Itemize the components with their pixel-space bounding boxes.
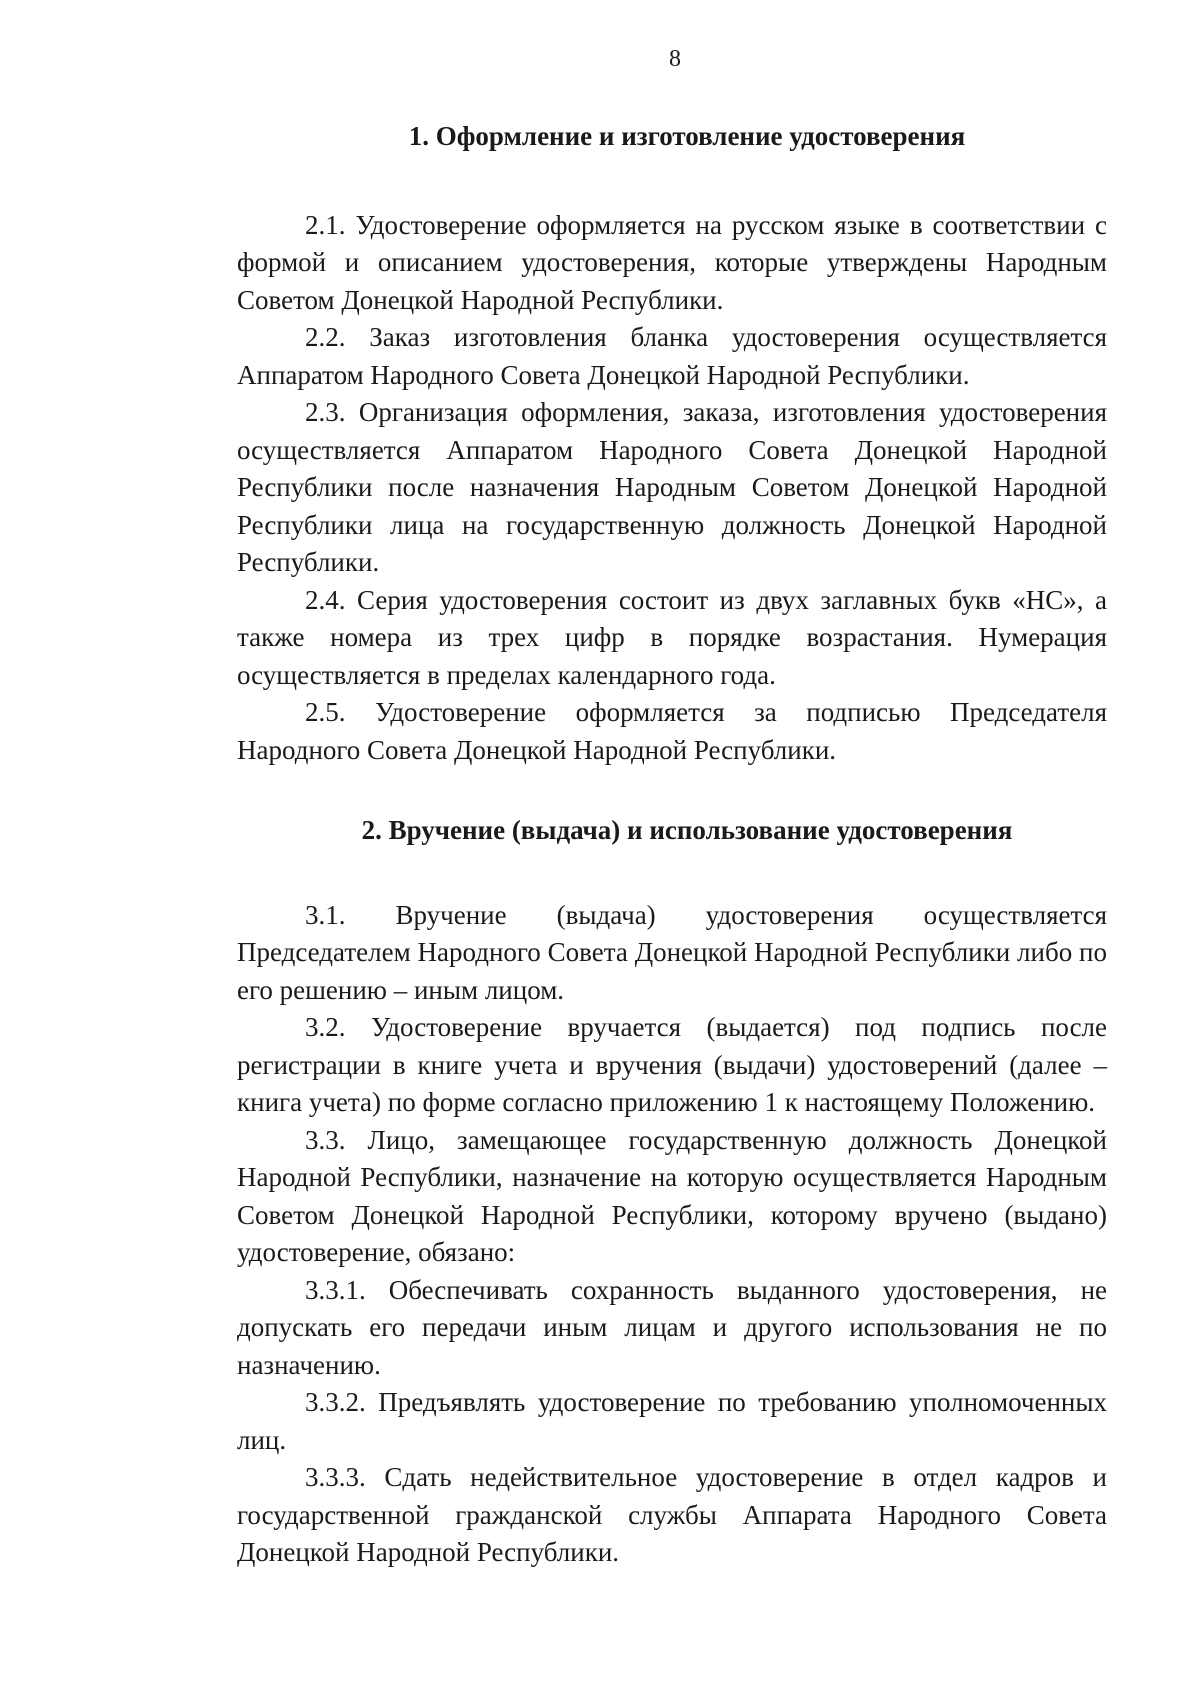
section-1-heading: 1. Оформление и изготовление удостоверения [408, 121, 966, 151]
paragraph-3-3-3: 3.3.3. Сдать недействительное удостоверение в отдел кадров и государственной гражданской службы Аппарата Народного Совета Донецкой Народной Республики. [237, 1462, 1107, 1567]
paragraph-2-4: 2.4. Серия удостоверения состоит из двух заглавных букв «НС», а также номера из трех цифр в порядке возрастания. Нумерация осуществляется в пределах календарного года. [237, 584, 1108, 690]
paragraph-2-5: 2.5. Удостоверение оформляется за подписью Председателя Народного Совета Донецкой Народной Республики. [237, 697, 1108, 765]
document-body [237, 118, 1107, 1572]
section-2-heading: 2. Вручение (выдача) и использование удостоверения [361, 815, 1013, 845]
paragraph-3-3-1: 3.3.1. Обеспечивать сохранность выданного удостоверения, не допускать его передачи иным лицам и другого использования не по назначению. [237, 1274, 1107, 1380]
paragraph-3-3-2: 3.3.2. Предъявлять удостоверение по требованию уполномоченных лиц. [237, 1387, 1107, 1455]
paragraph-2-3: 2.3. Организация оформления, заказа, изготовления удостоверения осуществляется Аппаратом Народного Совета Донецкой Народной Республики после назначения Народным Советом Донецкой Народной Республики лица на государственную должность Донецкой Народной Республики. [237, 397, 1107, 577]
paragraph-3-2: 3.2. Удостоверение вручается (выдается) под подпись после регистрации в книге учета и вручения (выдачи) удостоверений (далее – книга учета) по форме согласно приложению 1 к настоящему Положению. [237, 1012, 1108, 1117]
page-number: 8 [669, 46, 681, 72]
paragraph-2-1: 2.1. Удостоверение оформляется на русском языке в соответствии с формой и описанием удостоверения, которые утверждены Народным Советом Донецкой Народной Республики. [237, 209, 1107, 315]
paragraph-3-1: 3.1. Вручение (выдача) удостоверения осуществляется Председателем Народного Совета Донецкой Народной Республики либо по его решению – иным лицом. [237, 899, 1108, 1005]
paragraph-2-2: 2.2. Заказ изготовления бланка удостоверения осуществляется Аппаратом Народного Совета Донецкой Народной Республики. [237, 322, 1108, 390]
paragraph-3-3: 3.3. Лицо, замещающее государственную должность Донецкой Народной Республики, назначение на которую осуществляется Народным Советом Донецкой Народной Республики, которому вручено (выдано) удостоверение, обязано: [237, 1124, 1107, 1267]
